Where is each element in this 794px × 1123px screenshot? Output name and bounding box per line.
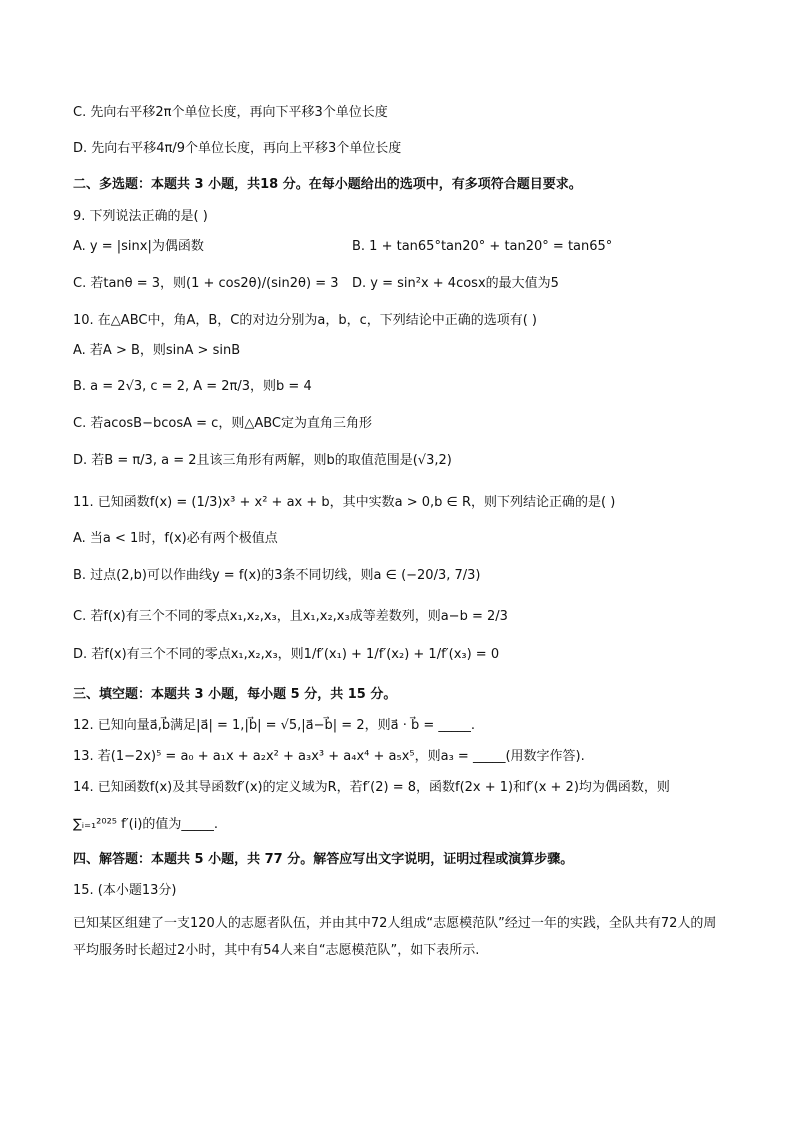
section-solution-heading: 四、解答题：本题共 5 小题，共 77 分。解答应写出文字说明，证明过程或演算步骤。 [73, 852, 574, 867]
q11-stem: 11. 已知函数f(x) = (1/3)x³ + x² + ax + b，其中实数a > 0,b ∈ R，则下列结论正确的是( ) [73, 495, 616, 510]
q11-option-c: C. 若f(x)有三个不同的零点x₁,x₂,x₃，且x₁,x₂,x₃成等差数列，则a−b = 2/3 [73, 609, 508, 624]
q9-option-c: C. 若tanθ = 3，则(1 + cos2θ)/(sin2θ) = 3 [73, 276, 339, 291]
q10-option-d: D. 若B = π/3, a = 2且该三角形有两解，则b的取值范围是(√3,2) [73, 453, 452, 468]
q9-stem: 9. 下列说法正确的是( ) [73, 209, 208, 224]
q10-option-a: A. 若A > B，则sinA > sinB [73, 343, 241, 358]
q15-stem: 15. (本小题13分) [73, 883, 177, 898]
q8-option-c: C. 先向右平移2π个单位长度，再向下平移3个单位长度 [73, 105, 388, 120]
q9-option-a: A. y = |sinx|为偶函数 [73, 239, 204, 254]
q8-option-d: D. 先向右平移4π/9个单位长度，再向上平移3个单位长度 [73, 141, 402, 156]
q14-stem-line2: ∑ᵢ₌₁²⁰²⁵ f′(i)的值为_____. [73, 817, 219, 832]
section-multiple-choice-heading: 二、多选题：本题共 3 小题，共18 分。在每小题给出的选项中，有多项符合题目要求。 [73, 177, 582, 192]
q9-option-d: D. y = sin²x + 4cosx的最大值为5 [352, 276, 559, 291]
q13-stem: 13. 若(1−2x)⁵ = a₀ + a₁x + a₂x² + a₃x³ + a₄x⁴ + a₅x⁵，则a₃ = _____(用数字作答). [73, 749, 585, 764]
q9-option-b: B. 1 + tan65°tan20° + tan20° = tan65° [352, 239, 613, 254]
q12-stem: 12. 已知向量a⃗,b⃗满足|a⃗| = 1,|b⃗| = √5,|a⃗−b⃗| = 2，则a⃗ · b⃗ = _____. [73, 718, 476, 733]
section-fill-in-heading: 三、填空题：本题共 3 小题，每小题 5 分，共 15 分。 [73, 687, 397, 702]
q11-option-d: D. 若f(x)有三个不同的零点x₁,x₂,x₃，则1/f′(x₁) + 1/f′(x₂) + 1/f′(x₃) = 0 [73, 647, 500, 662]
q10-stem: 10. 在△ABC中，角A，B，C的对边分别为a，b，c，下列结论中正确的选项有( ) [73, 313, 537, 328]
q15-text: 已知某区组建了一支120人的志愿者队伍，并由其中72人组成“志愿模范队”经过一年的实践，全队共有72人的周平均服务时长超过2小时，其中有54人来自“志愿模范队”，如下表所示. [73, 916, 717, 958]
q11-option-b: B. 过点(2,b)可以作曲线y = f(x)的3条不同切线，则a ∈ (−20/3, 7/3) [73, 568, 481, 583]
q10-option-b: B. a = 2√3, c = 2, A = 2π/3，则b = 4 [73, 379, 312, 394]
q10-option-c: C. 若acosB−bcosA = c，则△ABC定为直角三角形 [73, 416, 372, 431]
q14-stem-line1: 14. 已知函数f(x)及其导函数f′(x)的定义域为R，若f′(2) = 8，函数f(2x + 1)和f′(x + 2)均为偶函数，则 [73, 780, 670, 795]
q11-option-a: A. 当a < 1时，f(x)必有两个极值点 [73, 531, 278, 546]
